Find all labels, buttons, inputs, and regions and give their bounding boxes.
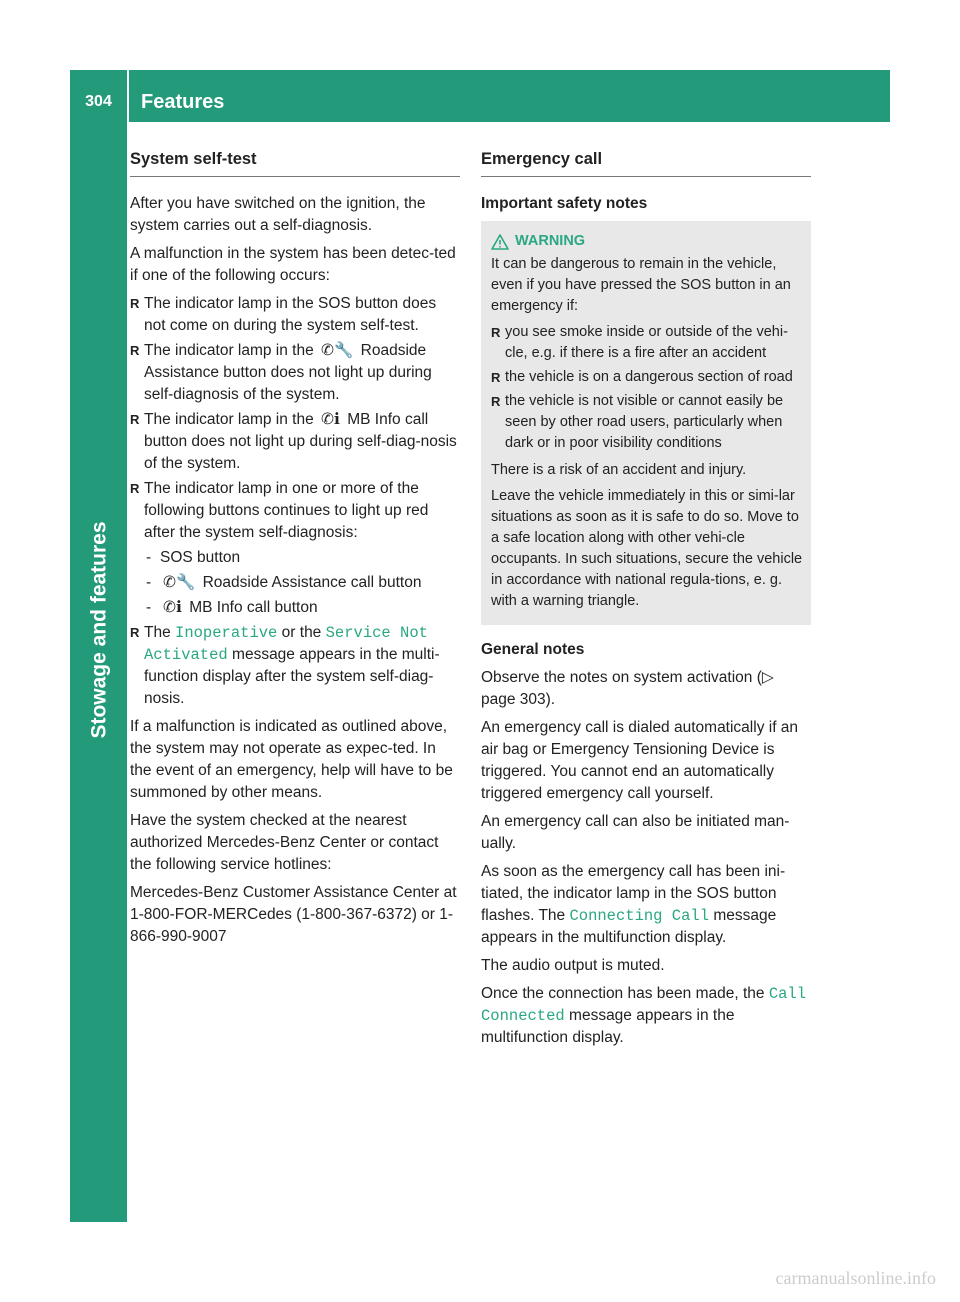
page-title: Features — [141, 91, 225, 113]
display-message-service-not-activated: Service Not Activated — [144, 624, 428, 664]
list-item-text: message appears in the multi-function display after the system self-diag-nosis. — [144, 646, 440, 707]
sidebar-label-text: Stowage and features — [87, 521, 111, 739]
list-item-text: MB Info call button — [189, 599, 318, 616]
bullet-list — [130, 293, 460, 710]
sub-list-item — [130, 572, 460, 594]
warning-intro: It can be dangerous to remain in the vehicle, even if you have pressed the SOS button in an emergency if: — [491, 256, 791, 314]
list-item — [130, 622, 460, 710]
list-item-text: Roadside Assistance button does not light up during self-diagnosis of the system. — [144, 342, 432, 403]
sidebar-label — [71, 320, 128, 940]
paragraph-text: message appears in the multifunction display. — [481, 907, 777, 946]
warning-header — [491, 231, 803, 252]
display-message-inoperative: Inoperative — [175, 624, 278, 642]
list-item — [130, 478, 460, 544]
sub-list-item — [130, 597, 460, 619]
warning-advice: Leave the vehicle immediately in this or simi-lar situations as soon as it is safe to do so. Move to a safe location along with other vehi-cle occupants. In such situations, secure the vehicle in accordance with national regula-tions, e. g. with a warning triangle. — [491, 488, 803, 609]
list-item-text: The indicator lamp in the — [144, 342, 314, 359]
paragraph: An emergency call can also be initiated man-ually. — [481, 813, 790, 852]
warning-list-item: R the vehicle is on a dangerous section of road — [491, 367, 803, 388]
list-item — [130, 340, 460, 406]
paragraph-text: As soon as the emergency call has been ini-tiated, the indicator lamp in the SOS button flashes. The — [481, 863, 786, 924]
section-heading-system-self-test: System self-test — [130, 148, 460, 177]
section-heading-emergency-call: Emergency call — [481, 148, 811, 177]
warning-box — [481, 221, 811, 625]
page-number: 304 — [85, 93, 112, 110]
roadside-phone-icon: ✆🔧 — [163, 574, 196, 591]
warning-list-item: R you see smoke inside or outside of the vehi-cle, e.g. if there is a fire after an accident — [491, 322, 803, 364]
display-message-call-connected: Call Connected — [481, 985, 807, 1025]
warning-bullet-list — [491, 322, 803, 454]
list-item-text: The indicator lamp in one or more of the following buttons continues to light up red after the system self-diagnosis: — [144, 480, 429, 541]
subheading-general-notes: General notes — [481, 641, 585, 658]
list-item — [130, 409, 460, 475]
sidebar-tab — [70, 1135, 127, 1222]
paragraph: If a malfunction is indicated as outlined above, the system may not operate as expec-ted. In the event of an emergency, help will have to be summoned by other means. — [130, 718, 453, 801]
paragraph-hotlines: Mercedes-Benz Customer Assistance Center at 1-800-FOR-MERCedes (1-800-367-6372) or 1-866-990-9007 — [130, 884, 457, 945]
paragraph: Have the system checked at the nearest authorized Mercedes-Benz Center or contact the following service hotlines: — [130, 812, 439, 873]
warning-title: WARNING — [515, 233, 586, 249]
paragraph-text: message appears in the multifunction display. — [481, 1007, 735, 1046]
list-item-text: The indicator lamp in the SOS button does not come on during the system self-test. — [144, 295, 437, 334]
paragraph-page-reference: Observe the notes on system activation (▷ page 303). — [481, 669, 774, 708]
paragraph — [481, 983, 811, 1049]
paragraph: A malfunction in the system has been detec-ted if one of the following occurs: — [130, 245, 456, 284]
warning-risk: There is a risk of an accident and injury. — [491, 462, 747, 478]
paragraph-text: Once the connection has been made, the — [481, 985, 765, 1002]
paragraph: An emergency call is dialed automatically if an air bag or Emergency Tensioning Device is triggered. You cannot end an automatically triggered emergency call yourself. — [481, 719, 799, 802]
list-item-text: or the — [281, 624, 322, 641]
subheading-safety-notes: Important safety notes — [481, 195, 648, 212]
info-phone-icon: ✆ℹ — [163, 599, 182, 616]
roadside-phone-icon: ✆🔧 — [321, 342, 354, 359]
left-column — [130, 148, 460, 954]
list-item-text: MB Info call button does not light up during self-diag-nosis of the system. — [144, 411, 457, 472]
list-item-text: The indicator lamp in the — [144, 411, 314, 428]
paragraph: The audio output is muted. — [481, 957, 665, 974]
footer-watermark: carmanualsonline.info — [775, 1268, 936, 1288]
info-phone-icon: ✆ℹ — [321, 411, 340, 428]
warning-triangle-icon — [491, 234, 509, 250]
list-item-text: The — [144, 624, 171, 641]
paragraph: After you have switched on the ignition, the system carries out a self-diagnosis. — [130, 195, 426, 234]
paragraph — [481, 861, 811, 949]
warning-list-item: R the vehicle is not visible or cannot easily be seen by other road users, particularly when dark or in poor visibility conditions — [491, 391, 803, 454]
display-message-connecting-call: Connecting Call — [569, 907, 709, 925]
sub-list-item — [130, 547, 460, 569]
list-item-text: SOS button — [160, 549, 241, 566]
right-column — [481, 148, 811, 1055]
list-item — [130, 293, 460, 337]
list-item-text: Roadside Assistance call button — [202, 574, 422, 591]
header-divider — [127, 70, 129, 122]
